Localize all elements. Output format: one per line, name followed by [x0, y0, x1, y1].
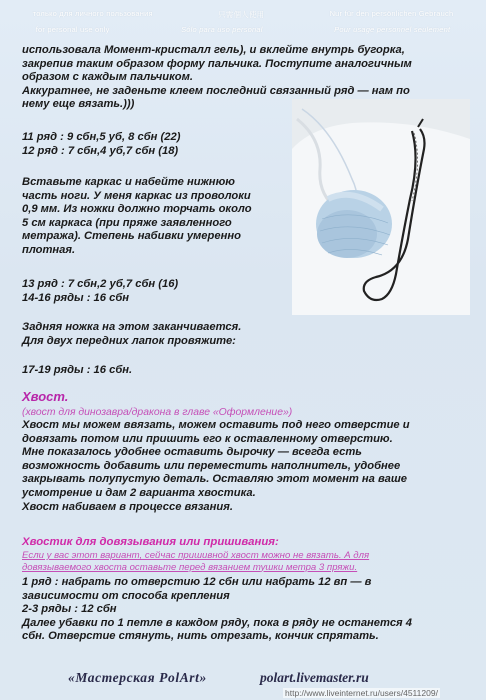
hind-leg-paragraph: Задняя ножка на этом заканчивается. Для двух передних лапок провяжите:: [22, 321, 242, 347]
intro-paragraph: использовала Момент-кристалл гель), и вклейте внутрь бугорка, закрепив таким образом форму пальчика. Поступите аналогичным образом с каждым пальчиком. Аккуратнее, не заденьте клеем последний связанный ряд — нам по нему еще вязать.))): [22, 44, 412, 111]
watermark-text: for personal use only: [35, 25, 110, 34]
footer-brand: «Мастерская PolArt»: [68, 670, 207, 685]
watermark-text: Sólo para uso personal: [181, 25, 263, 34]
tail-paragraph: Хвост мы можем ввязать, можем оставить под него отверстие и довязать потом или пришить его к оставленному отверстию. Мне показалось удобнее оставить дырочку — всегда есть возможность добавить или переместить наполнитель, удобнее закрывать полупустую деталь. Оставляю этот момент на ваше усмотрение и дам 2 варианта хвостика. Хвост набиваем в процессе вязания.: [22, 419, 410, 513]
watermark-text: Pour usage personnel seulement: [334, 25, 451, 34]
watermark-text: 只需個人使用: [218, 10, 265, 19]
tail2-note: Если у вас этот вариант, сейчас пришивной хвост можно не вязать. А для довязываемого хвоста оставьте перед вязанием тушки метра 3 пряжи.: [22, 550, 370, 573]
watermark-text: Nur für den persönlichen Gebrauch: [329, 9, 454, 18]
rows-17-19: 17-19 ряды : 16 сбн.: [22, 364, 133, 376]
rows-11-12: 11 ряд : 9 сбн,5 уб, 8 сбн (22) 12 ряд : 7 сбн,4 уб,7 сбн (18): [22, 131, 181, 157]
footer-site: polart.livemaster.ru: [260, 670, 369, 685]
crochet-leg-photo: [292, 99, 470, 315]
watermark-row-1: [0, 9, 486, 20]
tail2-heading: Хвостик для довязывания или пришивания:: [22, 536, 279, 548]
watermark-row-2: [0, 25, 486, 34]
frame-paragraph: Вставьте каркас и набейте нижнюю часть ноги. У меня каркас из проволоки 0,9 мм. Из ножки должно торчать около 5 см каркаса (при пряже заявленного метража). Степень набивки умеренно плотная.: [22, 176, 252, 256]
tail-heading: Хвост.: [22, 389, 69, 404]
rows-13-16: 13 ряд : 7 сбн,2 уб,7 сбн (16) 14-16 ряды : 16 сбн: [22, 278, 179, 304]
tail2-paragraph: 1 ряд : набрать по отверстию 12 сбн или набрать 12 вп — в зависимости от способа крепления 2-3 ряды : 12 сбн Далее убавки по 1 петле в каждом ряду, пока в ряду не останется 4 сбн. Отверстие стянуть, нить отрезать, кончик спрятать.: [22, 576, 412, 643]
photo-illustration: [292, 99, 470, 315]
source-url: http://www.liveinternet.ru/users/4511209/: [285, 688, 438, 698]
watermark-text: только для личного пользования: [32, 9, 153, 18]
tail-note: (хвост для динозавра/дракона в главе «Оформление»): [22, 407, 293, 418]
